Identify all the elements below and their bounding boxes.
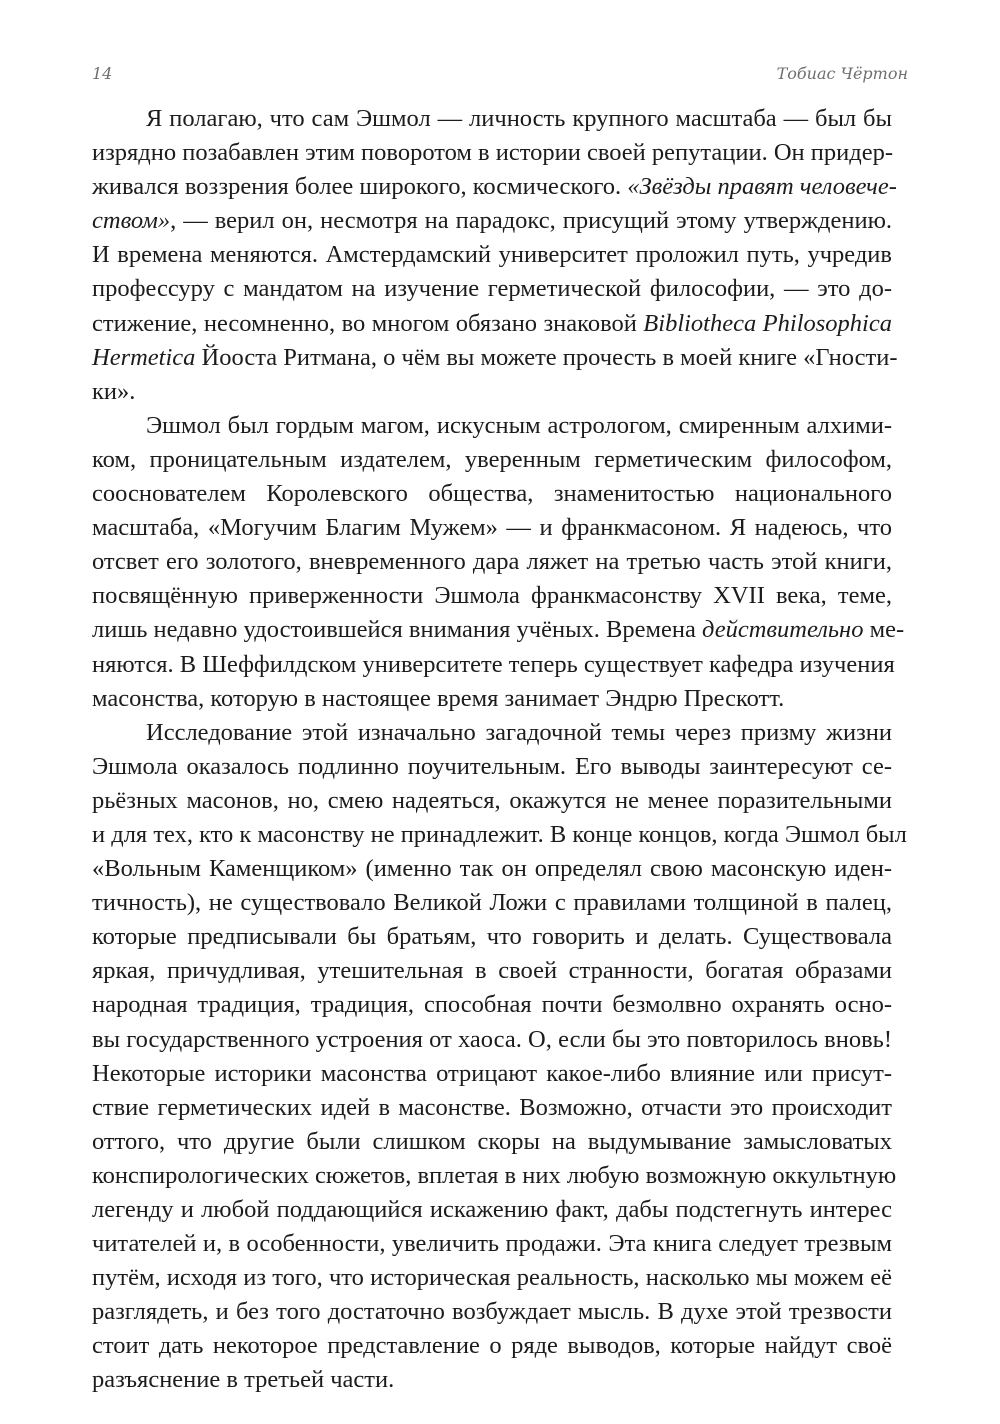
running-head bbox=[92, 64, 908, 88]
text-run: отсвет его золотого, вневременного дара ляжет на третью часть этой книги, bbox=[92, 548, 892, 576]
text-run: Йооста Ритмана, о чём вы можете прочесть в моей книге «Гности- bbox=[195, 343, 898, 371]
text-run: конспирологических сюжетов, вплетая в них любую возможную оккультную bbox=[92, 1161, 897, 1189]
text-line bbox=[92, 1329, 892, 1363]
text-run: и для тех, кто к масонству не принадлежит. В конце концов, когда Эшмол был bbox=[92, 820, 907, 848]
text-run: Исследование этой изначально загадочной темы через призму жизни bbox=[146, 718, 892, 746]
text-line bbox=[92, 511, 892, 545]
text-line bbox=[92, 613, 905, 647]
text-run: оттого, что другие были слишком скоры на выдумывание замысловатых bbox=[92, 1127, 892, 1155]
text-run: ме- bbox=[863, 616, 905, 644]
text-line bbox=[92, 1057, 892, 1091]
text-line bbox=[92, 579, 892, 613]
text-line bbox=[92, 1159, 897, 1193]
text-run: живался воззрения более широкого, космического. bbox=[92, 173, 628, 201]
text-line bbox=[92, 1261, 892, 1295]
text-run: путём, исходя из того, что историческая реальность, насколько мы можем её bbox=[92, 1264, 892, 1292]
text-line bbox=[92, 443, 892, 477]
text-line bbox=[92, 341, 898, 375]
text-run: масштаба, «Могучим Благим Мужем» — и франкмасоном. Я надеюсь, что bbox=[92, 514, 892, 542]
text-run: И времена меняются. Амстердамский университет проложил путь, учредив bbox=[92, 241, 892, 269]
text-line bbox=[92, 852, 892, 886]
text-line bbox=[92, 409, 892, 443]
page-number: 14 bbox=[92, 64, 113, 83]
text-run: вы государственного устроения от хаоса. О, если бы это повторилось вновь! bbox=[92, 1025, 892, 1053]
italic-text: Bibliotheca Philosophica bbox=[643, 309, 892, 337]
text-line bbox=[92, 1091, 892, 1125]
text-line bbox=[92, 272, 892, 306]
paragraph bbox=[92, 716, 907, 1398]
text-line bbox=[92, 307, 892, 341]
text-line bbox=[92, 648, 895, 682]
text-run: стоит дать некоторое представление о ряде выводов, которые найдут своё bbox=[92, 1332, 892, 1360]
text-line bbox=[92, 102, 892, 136]
text-line bbox=[92, 238, 892, 272]
text-run: ком, проницательным издателем, уверенным герметическим философом, bbox=[92, 445, 892, 473]
text-run: масонства, которую в настоящее время занимает Эндрю Прескотт. bbox=[92, 684, 785, 712]
text-line bbox=[92, 920, 892, 954]
text-run: Некоторые историки масонства отрицают какое-либо влияние или присут- bbox=[92, 1059, 892, 1087]
text-run: сооснователем Королевского общества, знаменитостью национального bbox=[92, 480, 892, 508]
text-line bbox=[92, 716, 892, 750]
text-line bbox=[92, 1227, 892, 1261]
text-line bbox=[92, 375, 892, 409]
text-run: посвящённую приверженности Эшмола франкмасонству XVII века, теме, bbox=[92, 582, 892, 610]
text-line bbox=[92, 204, 892, 238]
text-run: Эшмола оказалось подлинно поучительным. Его выводы заинтересуют се- bbox=[92, 752, 892, 780]
italic-text: ством» bbox=[92, 207, 171, 235]
text-line bbox=[92, 954, 892, 988]
text-run: ки». bbox=[92, 377, 136, 405]
text-run: , — верил он, несмотря на парадокс, присущий этому утверждению. bbox=[170, 207, 892, 235]
text-run: Эшмол был гордым магом, искусным астрологом, смиренным алхими- bbox=[146, 411, 892, 439]
text-line bbox=[92, 1023, 892, 1057]
text-run: легенду и любой поддающийся искажению факт, дабы подстегнуть интерес bbox=[92, 1196, 892, 1223]
text-run: няются. В Шеффилдском университете теперь существует кафедра изучения bbox=[92, 650, 895, 678]
text-line bbox=[92, 682, 892, 716]
text-line bbox=[92, 886, 892, 920]
text-run: лишь недавно удостоившейся внимания учёных. Времена bbox=[92, 616, 702, 644]
text-line bbox=[92, 1193, 892, 1227]
text-run: рьёзных масонов, но, смею надеяться, окажутся не менее поразительными bbox=[92, 786, 892, 814]
text-line bbox=[92, 1125, 892, 1159]
text-run: народная традиция, традиция, способная почти безмолвно охранять осно- bbox=[92, 991, 892, 1019]
text-run: профессуру с мандатом на изучение герметической философии, — это до- bbox=[92, 275, 892, 303]
text-line bbox=[92, 545, 892, 579]
text-line bbox=[92, 750, 892, 784]
text-line bbox=[92, 784, 892, 818]
text-line bbox=[92, 988, 892, 1022]
text-run: читателей и, в особенности, увеличить продажи. Эта книга следует трезвым bbox=[92, 1230, 892, 1258]
text-run: Я полагаю, что сам Эшмол — личность крупного масштаба — был бы bbox=[146, 105, 892, 132]
text-run: тичность), не существовало Великой Ложи с правилами толщиной в палец, bbox=[92, 889, 892, 917]
paragraph bbox=[92, 409, 905, 716]
text-line bbox=[92, 170, 897, 204]
text-line bbox=[92, 1295, 892, 1329]
text-run: разглядеть, и без того достаточно возбуждает мысль. В духе этой трезвости bbox=[92, 1298, 892, 1326]
text-run: которые предписывали бы братьям, что говорить и делать. Существовала bbox=[92, 923, 892, 951]
text-run: ствие герметических идей в масонстве. Возможно, отчасти это происходит bbox=[92, 1093, 892, 1121]
running-head-author: Тобиас Чёртон bbox=[776, 64, 908, 83]
text-run: разъяснение в третьей части. bbox=[92, 1366, 395, 1394]
italic-text: Hermetica bbox=[92, 343, 196, 371]
italic-text: «Звёзды правят человече- bbox=[627, 173, 897, 201]
text-line bbox=[92, 477, 892, 511]
text-run: изрядно позабавлен этим поворотом в истории своей репутации. Он придер- bbox=[92, 139, 893, 167]
text-run: яркая, причудливая, утешительная в своей странности, богатая образами bbox=[92, 957, 892, 985]
body-text bbox=[92, 102, 907, 1398]
text-line bbox=[92, 1363, 892, 1397]
text-run: «Вольным Каменщиком» (именно так он определял свою масонскую иден- bbox=[92, 855, 892, 883]
text-run: стижение, несомненно, во многом обязано знаковой bbox=[92, 309, 644, 337]
paragraph bbox=[92, 102, 898, 409]
italic-text: действительно bbox=[702, 616, 864, 644]
text-line bbox=[92, 818, 907, 852]
text-line bbox=[92, 136, 892, 170]
